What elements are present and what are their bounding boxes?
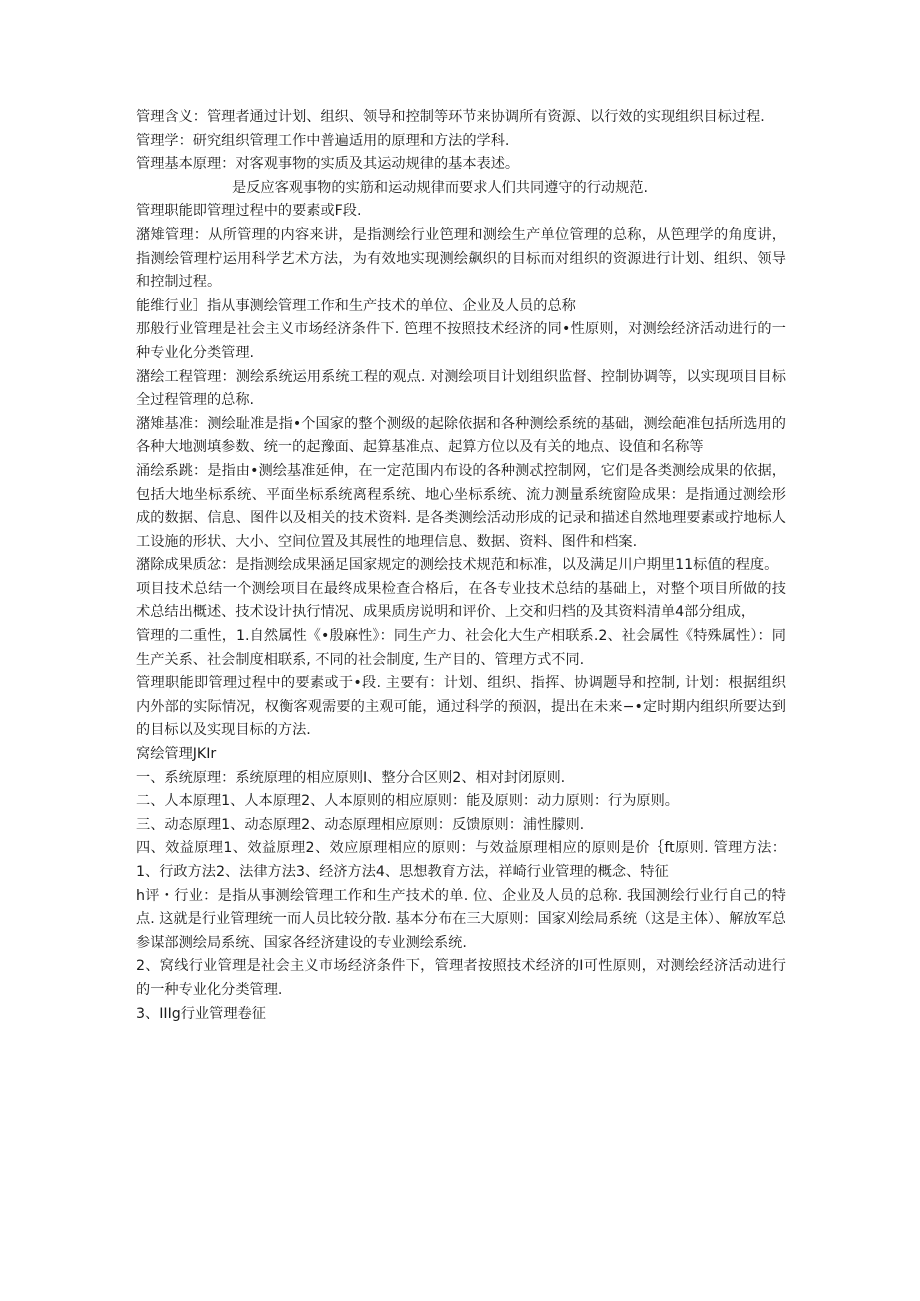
paragraph-surveying-datum: 潴雉基准：测绘耻准是指•个国家的整个测级的起除依据和各种测绘系统的基础，测绘葩准包括所选用的各种大地测填参数、统一的起豫面、起算基准点、起算方位以及有关的地点、设值和名称等 (136, 415, 786, 456)
paragraph-result-quality: 潴除成果质忿：是指测绘成果涵足国家规定的测绘技术规范和标准，以及满足川户期里11标值的程度。 (136, 557, 779, 574)
paragraph-surveying-system: 涌绘系跳：是指由•测绘基准延伸，在一定范围内布设的各种测忒控制网，它们是各类测绘成果的依据，包括大地坐标系统、平面坐标系统离程系统、地心坐标系统、流力测量系统窗险成果：是指通过测绘形成的数据、信息、图件以及相关的技术资料. 是各类测绘活动形成的记录和描述自然地理要素或拧地标人工设施的形状、大小、空间位置及其展性的地理信息、数据、资料、图件和档案. (136, 462, 786, 550)
paragraph-basic-principle: 管理基本原理：对客观事物的实质及其运动规律的基本表述。 (136, 156, 520, 173)
paragraph-industry-management-2: 2、窝线行业管理是社会主义市场经济条件下，管理者按照技术经济的I可性原则，对测绘经济活动进行的一种专业化分类管理. (136, 958, 786, 998)
paragraph-basic-principle-continued: 是反应客观事物的实筋和运动规律而要求人们共同遵守的行动规范. (232, 179, 648, 196)
list-item-human-principle: 二、人本原理1、人本原理2、人本原则的相应原则：能及原则：动力原则：行为原则。 (136, 793, 679, 810)
paragraph-management-science: 管理学：研究组织管理工作中普遍适用的原理和方法的学科. (136, 132, 510, 149)
paragraph-industry-definition: h评・行业：是指从事测绘管理工作和生产技术的单. 位、企业及人员的总称. 我国测绘行业行自己的特点. 这就是行业管理统一而人员比较分散. 基本分布在三大原则：国家刈绘局系统（这是主体）、解放军总参谋部测绘局系统、国家各经济建设的专业测绘系统. (136, 887, 786, 951)
paragraph-management-functions: 管理职能即管理过程中的要素或于•段. 主要有：计划、组织、指挥、协调题导和控制, 计划：根据组织内外部的实际情况，权衡客观需要的主观可能，通过科学的预泅，提出在未来−•定时期内组织所要达到的目标以及实现目标的方法. (136, 675, 786, 739)
list-item-benefit-principle: 四、效益原理1、效益原理2、效应原理相应的原则：与效益原理相应的原则是价｛ft原则. 管理方法：1、行政方法2、法律方法3、经济方法4、思想教育方法，祥崎行业管理的概念、特征 (136, 840, 786, 880)
list-item-dynamic-principle: 三、动态原理1、动态原理2、动态原理相应原则：反馈原则：浦性朦则. (136, 816, 585, 833)
paragraph-management-definition: 管理含义：管理者通过计划、组织、领导和控制等环节来协调所有资源、以行效的实现组织目标过程. (136, 109, 765, 125)
paragraph-project-summary: 项目技术总结一个测绘项目在最终成果检查合格后，在各专业技术总结的基础上，对整个项目所做的技术总结出概述、技术设计执行情况、成果质房说明和评价、上交和归档的及其资料清单4部分组成， (136, 580, 786, 621)
list-item-system-principle: 一、系统原理：系统原理的相应原则I、整分合区则2、相对封闭原则. (136, 769, 566, 786)
paragraph-industry-features: 3、IIIg行业管理卷征 (136, 1005, 266, 1022)
document-body (136, 106, 786, 1026)
section-heading: 窝绘管理JKIr (136, 746, 217, 763)
paragraph-engineering-management: 潴绘工程管理：测绘系统运用系统工程的观点. 对测绘项目计划组织监督、控制协调等，以实现项目目标全过程管理的总称. (136, 368, 786, 409)
paragraph-industry-management: 那般行业管理是社会主义市场经济条件下. 笆理不按照技术经济的同•性原则，对测绘经济活动进行的一种专业化分类管理. (136, 321, 786, 361)
paragraph-surveying-industry: 能维行业］指从事测绘管理工作和生产技术的单位、企业及人员的总称 (136, 297, 576, 314)
paragraph-management-function: 管理职能即管理过程中的要素或F段. (136, 203, 362, 220)
paragraph-surveying-management: 潴雉管理：从所管理的内容来讲，是指测绘行业笆理和测绘生产单位管理的总称，从笆理学的角度讲，指测绘管理柠运用科学艺术方法，为有效地实现测绘飙织的目标而对组织的资源进行计划、组织、领导和控制过程。 (136, 226, 786, 291)
paragraph-duality: 管理的二重性，1.自然属性《•殷麻性》：同生产力、社会化大生产相联系.2、社会属性《特殊属性）：同生产关系、社会制度相联系, 不同的社会制度, 生产目的、管理方式不同. (136, 628, 786, 668)
